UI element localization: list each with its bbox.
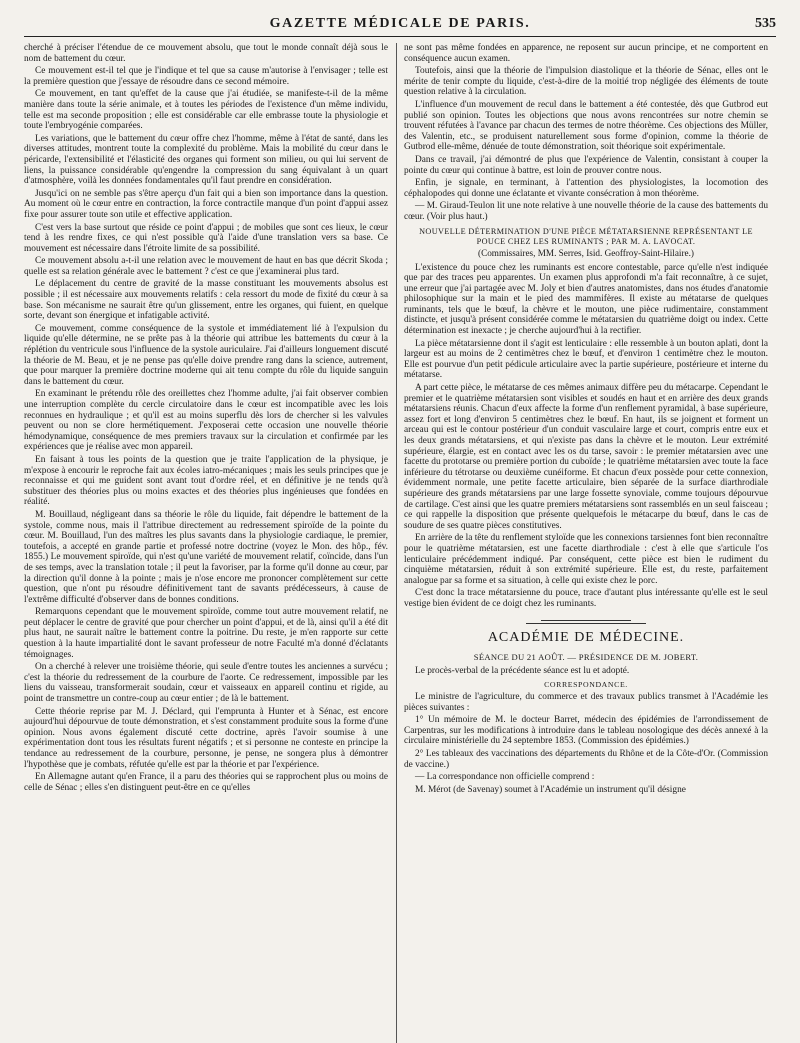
- paragraph: Jusqu'ici on ne semble pas s'être aperçu d'un fait qui a bien son importance dans la question. Au moment où le cœur entre en contraction, la force contractile manque d'un point d'appui assez fixe pour assurer toute son utile et effective application.: [24, 188, 388, 220]
- paragraph: Les variations, que le battement du cœur offre chez l'homme, même à l'état de santé, dans les diverses attitudes, montrent toute la complexité du problème. Mais la mobilité du cœur dans le péricarde, l'extensibilité et l'élasticité des organes qui forment son milieu, ou qui lui servent de liens, la puissance considérable qu'engendre la compression du sang équivalant à un quart d'atmosphère, voilà les données fondamentales qu'il faut prendre en considération.: [24, 133, 388, 187]
- paragraph: Enfin, je signale, en terminant, à l'attention des physiologistes, la locomotion des céphalopodes qui donne une éclatante et vivante consécration à mon théorème.: [404, 178, 768, 199]
- article-commission: (Commissaires, MM. Serres, Isid. Geoffroy-Saint-Hilaire.): [478, 247, 694, 258]
- paragraph: Le procès-verbal de la précédente séance est lu et adopté.: [415, 665, 630, 676]
- paragraph: En faisant à tous les points de la question que je traite l'application de la physique, je m'expose à encourir le reproche fait aux écoles iatro-mécaniques ; mais les seuls principes que je reconnaisse et qui me guident sont avant tout d'ordre réel, et en définitive je ne tends qu'à substituer des théories plus ou moins exactes et des théories plus ingénieuses que fondées en réalité.: [24, 454, 388, 508]
- paragraph: Dans ce travail, j'ai démontré de plus que l'expérience de Valentin, consistant à couper la pointe du cœur qui continue à battre, est loin de prouver contre nous.: [404, 154, 768, 176]
- section-divider: [526, 623, 646, 624]
- article-title: NOUVELLE DÉTERMINATION D'UNE PIÈCE MÉTATARSIENNE REPRÉSENTANT LE POUCE CHEZ LES RUMINANTS ; PAR M. A. LAVOCAT.: [419, 226, 753, 246]
- paragraph: Ce mouvement absolu a-t-il une relation avec le mouvement de haut en bas que décrit Skoda ; quelle est sa relation générale avec le battement ? c'est ce que j'examinerai plus tard.: [24, 256, 388, 277]
- paragraph: ne sont pas même fondées en apparence, ne reposent sur aucun principe, et ne comportent en conséquence aucun examen.: [404, 43, 768, 64]
- paragraph: 1° Un mémoire de M. le docteur Barret, médecin des épidémies de l'arrondissement de Carpentras, sur les modifications à introduire dans le tableau nosologique des décès annexé à la circulaire ministérielle du 24 septembre 1853. (Commission des épidémies.): [404, 715, 768, 747]
- paragraph: C'est vers la base surtout que réside ce point d'appui ; de mobiles que sont ces lieux, le cœur tend à les rendre fixes, ce qui n'est possible qu'à l'aide d'une translation vers sa base. Ce mouvement est nécessaire dans l'étroite limite de sa possibilité.: [24, 222, 388, 254]
- page-header: [24, 14, 776, 37]
- paragraph: Le déplacement du centre de gravité de la masse constituant les mouvements absolus est possible ; il est nécessaire aux mouvements relatifs : cela ressort du mode de fixité du cœur à sa base. Son mécanisme ne saurait être qu'un glissement, entre les organes, qui fuient, en quelque sorte, devant son énergique et infatigable activité.: [24, 279, 388, 322]
- right-column: [404, 43, 768, 1043]
- paragraph: Ce mouvement, en tant qu'effet de la cause que j'ai étudiée, se manifeste-t-il de la même manière dans toute la série animale, et à toutes les périodes de l'existence d'un même individu, telle est ma seconde proposition ; elle est considérable car elle embrasse toute la physiologie et toute l'embryogénie comparées.: [24, 89, 388, 132]
- paragraph: Ce mouvement est-il tel que je l'indique et tel que sa cause m'autorise à l'envisager ; telle est la première question que j'essaye de résoudre dans ce second mémoire.: [24, 66, 388, 87]
- paragraph: Ce mouvement, comme conséquence de la systole et immédiatement lié à l'expulsion du liquide qu'elle détermine, ne se prête pas à la théorie qui attribue les battements du cœur à la réplétion du ventricule sous l'influence de la systole auriculaire. J'ai d'ailleurs longuement discuté la théorie de M. Beau, et je ne pense pas qu'elle doive prendre rang dans la science, autrement, que pour marquer la première doctrine moderne qui ait tenu compte du rôle du liquide sanguin dans le battement du cœur.: [24, 323, 388, 387]
- subsection-heading: CORRESPONDANCE.: [544, 680, 628, 690]
- paragraph: 2° Les tableaux des vaccinations des départements du Rhône et de la Côte-d'Or. (Commission de vaccine.): [404, 749, 768, 770]
- paragraph: Le ministre de l'agriculture, du commerce et des travaux publics transmet à l'Académie les pièces suivantes :: [404, 692, 768, 713]
- paragraph: M. Mérot (de Savenay) soumet à l'Académie un instrument qu'il désigne: [415, 784, 686, 795]
- left-column: [24, 43, 388, 1043]
- paragraph: Remarquons cependant que le mouvement spiroïde, comme tout autre mouvement relatif, ne peut déplacer le centre de gravité que pour chercher un point d'appui, et de là, ainsi qu'il a été dit plus haut, ne saurait naître le battement contre la poitrine. Du reste, je m'en rapporte sur cette question à la haute impartialité dont le savant professeur de notre Faculté m'a donné d'éclatants témoignages.: [24, 607, 388, 660]
- paragraph: cherché à préciser l'étendue de ce mouvement absolu, que tout le monde connaît déjà sous le nom de battement du cœur.: [24, 43, 388, 64]
- text-columns: [24, 43, 776, 1043]
- paragraph: On a cherché à relever une troisième théorie, qui seule d'entre toutes les anciennes a survécu ; c'est la théorie du redressement de la courbure de l'aorte. Ce redressement, impossible par les liens du vaisseau, transformerait soudain, cœur et vaisseaux en appareil continu et rigide, au point de transmettre un contre-coup au cœur entier ; de là le battement.: [24, 662, 388, 705]
- seance-line: SÉANCE DU 21 AOÛT. — PRÉSIDENCE DE M. JOBERT.: [473, 651, 699, 662]
- paragraph: A part cette pièce, le métatarse de ces mêmes animaux diffère peu du métacarpe. Cependant le premier et le quatrième métatarsien sont visibles et soudés en haut et en arrière des deux grands métatarsiens réunis. Chacun d'eux affecte la forme d'un renflement pyramidal, à base supérieure, assez fort et long d'environ 5 centimètres chez le bœuf. En haut, ils se joignent et forment un arceau qui est le contour postérieur d'un conduit vasculaire large et court, compris entre eux et les deux grands métatarsiens, et qui n'existe pas dans la chèvre et le mouton. Leur extrémité supérieure, élargie, est en contact avec les os du tarse, savoir : le premier métatarsien avec une facette du prototarse ou première portion du cuboïde ; le quatrième métatarsien avec toute la face inférieure du tétrotarse ou deuxième cunéiforme. Et chacun d'eux possède pour cette connexion, évidemment normale, une petite facette articulaire, bien séparée de la surface diarthrodiale supérieure des grands métatarsiens par une large fossette synoviale, comme toujours dépourvue de cartilage. C'est ainsi que les quatre premiers métatarsiens sont rassemblés en un seul faisceau ; ce qui rappelle la disposition que présente quelquefois le métacarpe du bœuf, dans le cas de soudure de ses quatre pièces constitutives.: [404, 383, 768, 531]
- paragraph: La pièce métatarsienne dont il s'agit est lenticulaire : elle ressemble à un bouton aplati, dont la largeur est au moins de 2 centimètres chez le bœuf, et d'environ 1 centimètre chez le mouton. Elle est pourvue d'un petit pédicule articulaire avec la partie supérieure, postérieure et interne du métatarse.: [404, 338, 768, 381]
- journal-title: GAZETTE MÉDICALE DE PARIS.: [269, 16, 531, 31]
- paragraph: Toutefois, ainsi que la théorie de l'impulsion diastolique et la théorie de Sénac, elles ont le mérite de tenir compte du liquide, c'est-à-dire de la moitié trop négligée des éléments de toute question relative à la circulation.: [404, 66, 768, 98]
- paragraph: L'influence d'un mouvement de recul dans le battement a été contestée, dès que Gutbrod eut publié son opinion. Toutes les objections que nous avons rencontrées sur notre chemin se trouvent réfutées à l'avance par chacun des termes de notre théorème. Ces objections des Müller, des Valentin, etc., se produisent naturellement sous forme d'opinion, comme la théorie de Gutbrod elle-même, dénuée de toute démonstration, soit théorique soit expérimentale.: [404, 99, 768, 153]
- paragraph: En arrière de la tête du renflement styloïde que les connexions tarsiennes font bien reconnaître pour le quatrième métatarsien, est une facette diarthrodiale : c'est à elle que s'articule l'os lenticulaire précédemment indiqué. Par conséquent, cette pièce est bien le rudiment du cinquième métatarsien, réduit à son extrémité supérieure. Elle est, du reste, parfaitement analogue par sa forme et sa situation, à celle qui existe chez le porc.: [404, 533, 768, 586]
- paragraph: M. Bouillaud, négligeant dans sa théorie le rôle du liquide, fait dépendre le battement de la systole, comme nous, mais il l'attribue directement au redressement spiroïde de la pointe du cœur. M. Bouillaud, l'un des maîtres les plus savants dans la physiologie cardiaque, le premier, toutefois, a accepté en grande partie et professé notre doctrine (voyez le Mon. des hôp., fév. 1855.) Le mouvement spiroïde, qui n'est qu'une variété de mouvement relatif, coïncide, dans l'un de ses temps, avec la translation totale ; il peut la favoriser, par la forme qu'il donne au cœur, par la direction qu'il donne à la pointe ; mais je n'ose encore me prononcer complètement sur cette question, que n'ont pu résoudre définitivement tant de savants prédécesseurs, à cause de l'extrême difficulté d'observer dans de bonnes conditions.: [24, 509, 388, 605]
- paragraph: — M. Giraud-Teulon lit une note relative à une nouvelle théorie de la cause des battements du cœur. (Voir plus haut.): [404, 201, 768, 222]
- section-divider: [541, 620, 631, 621]
- paragraph: C'est donc la trace métatarsienne du pouce, trace d'autant plus intéressante qu'elle est le seul vestige bien évident de ce doigt chez les ruminants.: [404, 588, 768, 609]
- paragraph: — La correspondance non officielle comprend :: [415, 772, 595, 783]
- section-heading: ACADÉMIE DE MÉDECINE.: [487, 629, 685, 645]
- paragraph: En Allemagne autant qu'en France, il a paru des théories qui se rapprochent plus ou moins de celle de Sénac ; elles s'en distinguent peut-être en ce qu'elles: [24, 772, 388, 793]
- paragraph: En examinant le prétendu rôle des oreillettes chez l'homme adulte, j'ai fait observer combien une interruption complète du cercle circulatoire dans le cœur est incompatible avec les lois reconnues en hydraulique ; et qu'il est au moins superflu dès lors de chercher si les valvules peuvent ou non se clore hermétiquement. J'exposerai cette occasion une nouvelle théorie hémodynamique, conséquence de mes premiers travaux sur la circulation et confirmée par les expériences que je réalise avec mon appareil.: [24, 389, 388, 453]
- paragraph: Cette théorie reprise par M. J. Déclard, qui l'emprunta à Hunter et à Sénac, est encore aujourd'hui dépourvue de toute démonstration, et s'est constamment produite sous la forme d'une opinion. Nous avons également discuté cette doctrine, après l'avoir soumise à une expérimentation dont tous les résultats furent négatifs ; et si personne ne conteste en principe la tendance au redressement de la courbure, personne, je pense, ne songera plus à démontrer l'hypothèse que je combats, réfutée qu'elle est par la théorie et par l'expérience.: [24, 706, 388, 770]
- paragraph: L'existence du pouce chez les ruminants est encore contestable, parce qu'elle n'est indiquée que par des traces peu apparentes. Un examen plus approfondi m'a fait reconnaître, à ce sujet, une erreur que j'ai partagée avec M. Joly et bien d'autres anatomistes, dans nos études d'anatomie philosophique sur la main et le pied des mammifères. Il existe au métatarse de quelques ruminants, tels que le bœuf, la chèvre et le mouton, une pièce rudimentaire, constamment distincte, et jusqu'à présent considérée comme le métatarsien du quatrième doigt ou index. Cette détermination est inexacte ; je cherche aujourd'hui à la rectifier.: [404, 262, 768, 337]
- page-number: 535: [755, 16, 776, 31]
